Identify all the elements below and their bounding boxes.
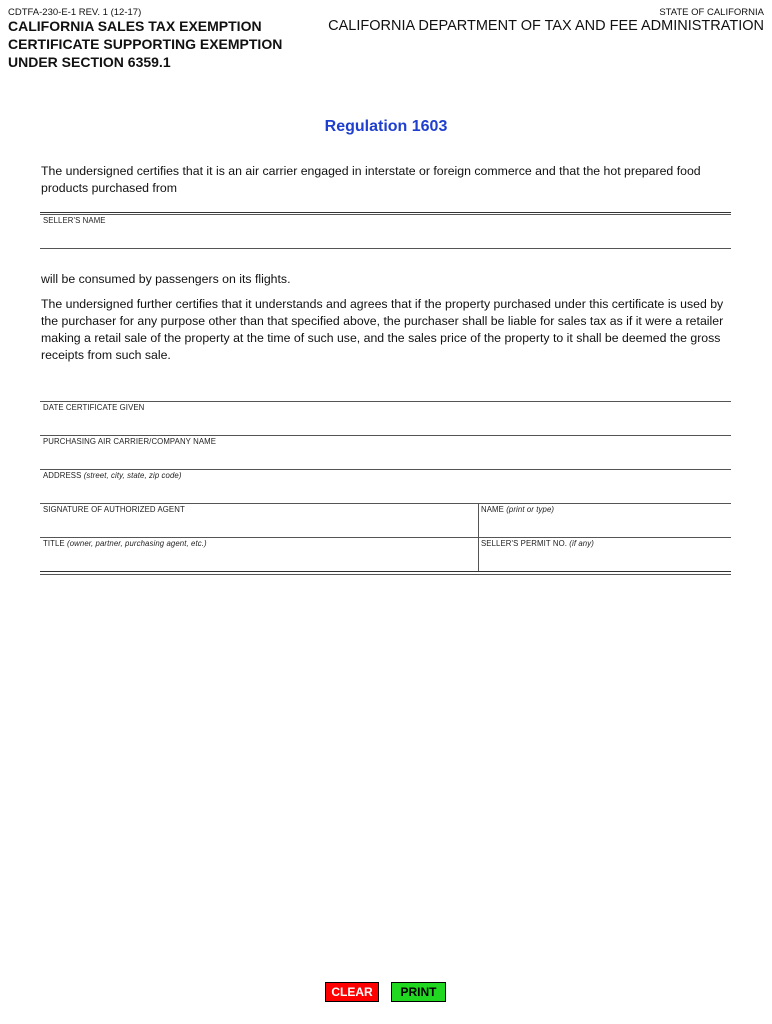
form-bottom-rule xyxy=(40,571,731,572)
address-label xyxy=(43,471,182,480)
signature-label: SIGNATURE OF AUTHORIZED AGENT xyxy=(43,505,185,514)
title-field[interactable] xyxy=(41,549,476,570)
title-label xyxy=(43,539,207,548)
print-button[interactable]: PRINT xyxy=(391,982,446,1002)
title-hint: (owner, partner, purchasing agent, etc.) xyxy=(67,539,207,548)
clear-button[interactable]: CLEAR xyxy=(325,982,379,1002)
form-title-line-1: CALIFORNIA SALES TAX EXEMPTION xyxy=(8,18,262,34)
address-rule xyxy=(40,469,731,470)
form-title xyxy=(8,17,308,71)
agency-name: CALIFORNIA DEPARTMENT OF TAX AND FEE ADMINISTRATION xyxy=(328,18,764,34)
permit-label-text: SELLER'S PERMIT NO. xyxy=(481,539,568,548)
state-label: STATE OF CALIFORNIA xyxy=(659,7,764,18)
field-top-rule-secondary xyxy=(40,214,731,215)
name-label xyxy=(481,505,554,514)
title-label-text: TITLE xyxy=(43,539,65,548)
permit-field[interactable] xyxy=(481,549,730,570)
air-carrier-rule xyxy=(40,435,731,436)
air-carrier-field[interactable] xyxy=(41,447,730,468)
form-number: CDTFA-230-E-1 REV. 1 (12-17) xyxy=(8,7,142,18)
date-given-field[interactable] xyxy=(41,413,730,434)
signature-rule xyxy=(40,503,731,504)
name-label-text: NAME xyxy=(481,505,504,514)
certify-paragraph: The undersigned certifies that it is an air carrier engaged in interstate or foreign commerce and that the hot prepared food products purchased from xyxy=(41,164,701,195)
sellers-name-field[interactable] xyxy=(41,226,730,247)
regulation-heading: Regulation 1603 xyxy=(324,118,448,135)
address-hint: (street, city, state, zip code) xyxy=(83,471,182,480)
form-bottom-rule-secondary xyxy=(40,574,731,575)
title-rule xyxy=(40,537,731,538)
consumed-paragraph: will be consumed by passengers on its flights. xyxy=(41,272,291,286)
date-field-rule xyxy=(40,401,731,402)
field-top-rule xyxy=(40,212,731,213)
field-bottom-rule xyxy=(40,248,731,249)
address-label-text: ADDRESS xyxy=(43,471,82,480)
signature-field[interactable] xyxy=(41,515,476,536)
name-field[interactable] xyxy=(481,515,730,536)
form-title-line-3: UNDER SECTION 6359.1 xyxy=(8,54,171,70)
form-title-line-2: CERTIFICATE SUPPORTING EXEMPTION xyxy=(8,36,283,52)
further-certify-paragraph: The undersigned further certifies that it understands and agrees that if the property purchased under this certificate is used by the purchaser for any purpose other than that specified above, the purchaser shall be liable for sales tax as if it were a retailer making a retail sale of the property at the time of such use, and the sales price of the property to it shall be deemed the gross receipts from such sale. xyxy=(41,297,724,362)
permit-hint: (if any) xyxy=(569,539,594,548)
air-carrier-label: PURCHASING AIR CARRIER/COMPANY NAME xyxy=(43,437,217,446)
name-hint: (print or type) xyxy=(506,505,555,514)
permit-label xyxy=(481,539,594,548)
date-given-label: DATE CERTIFICATE GIVEN xyxy=(43,403,145,412)
sellers-name-label: SELLER'S NAME xyxy=(43,216,106,225)
address-field[interactable] xyxy=(41,481,730,502)
